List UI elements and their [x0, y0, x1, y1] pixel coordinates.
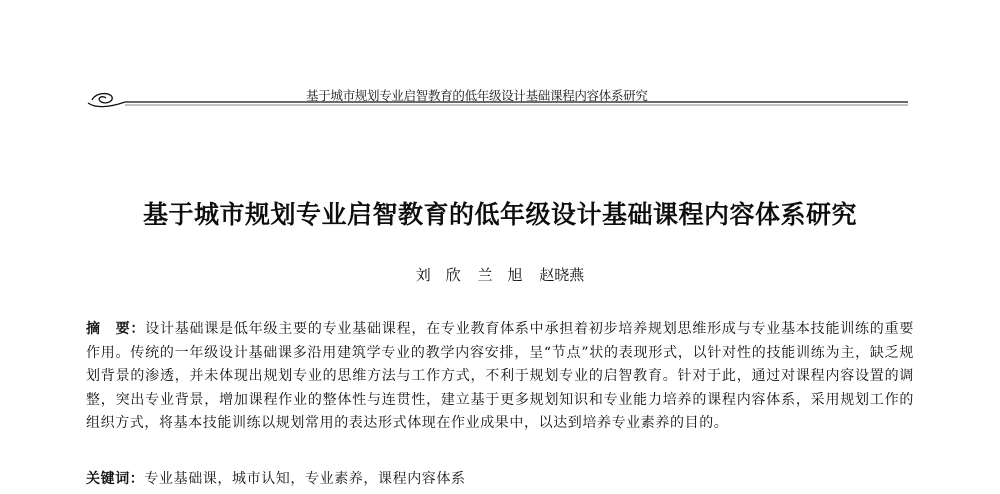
keywords-label: 关键词：: [86, 471, 145, 487]
keywords: [86, 468, 914, 491]
abstract: [86, 318, 914, 436]
author-name: 刘 欣: [415, 266, 461, 284]
running-head: [0, 78, 1000, 118]
paper-title: 基于城市规划专业启智教育的低年级设计基础课程内容体系研究: [142, 200, 857, 229]
author-list: [0, 264, 1000, 285]
author-name: 赵晓燕: [539, 266, 585, 284]
abstract-text: 设计基础课是低年级主要的专业基础课程，在专业教育体系中承担着初步培养规划思维形成与专业基本技能训练的重要作用。传统的一年级设计基础课多沿用建筑学专业的教学内容安排，呈“节点”状的表现形式，以针对性的技能训练为主，缺乏规划背景的渗透，并未体现出规划专业的思维方法与工作方式，不利于规划专业的启智教育。针对于此，通过对课程内容设置的调整，突出专业背景，增加课程作业的整体性与连贯性，建立基于更多规划知识和专业能力培养的课程内容体系，采用规划工作的组织方式，将基本技能训练以规划常用的表达形式体现在作业成果中，以达到培养专业素养的目的。: [86, 321, 914, 431]
abstract-label: 摘 要：: [86, 321, 146, 337]
running-head-title: 基于城市规划专业启智教育的低年级设计基础课程内容体系研究: [306, 88, 648, 103]
author-name: 兰 旭: [477, 266, 523, 284]
keywords-text: 专业基础课，城市认知，专业素养，课程内容体系: [144, 471, 466, 487]
